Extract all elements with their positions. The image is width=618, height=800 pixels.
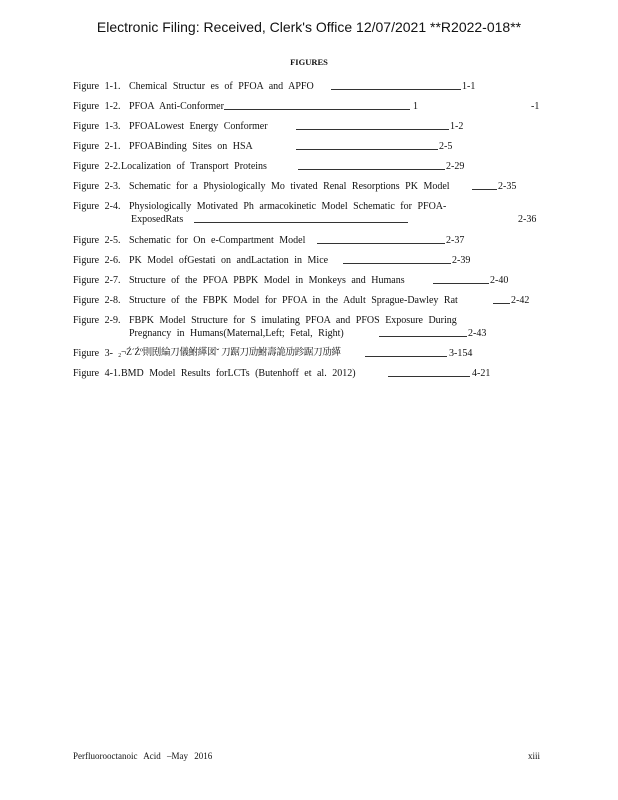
figure-number: Figure 1-1.: [73, 81, 121, 92]
figure-title[interactable]: Physiologically Motivated Ph armacokinetic Model Schematic for PFOA-: [129, 201, 447, 212]
page-number[interactable]: 1: [413, 101, 418, 112]
figure-title[interactable]: PFOA Anti-Conformer: [129, 101, 224, 112]
dot-leader: [317, 243, 445, 244]
dot-leader: [379, 336, 467, 337]
footer-page-number: xiii: [528, 751, 541, 761]
figure-title[interactable]: Chemical Structur es of PFOA and APFO: [129, 81, 314, 92]
dot-leader: [296, 149, 438, 150]
figure-title[interactable]: Schematic for On e-Compartment Model: [129, 235, 306, 246]
figure-title[interactable]: ₂¬Ź´Źº則刡綸刀儀鮒緙図ˇ 刀踞刀劢鮒壽詭劢跈踞刀劢緙: [118, 348, 341, 358]
figure-number: Figure 2-2.: [73, 161, 121, 172]
filing-header: Electronic Filing: Received, Clerk's Office 12/07/2021 **R2022-018**: [96, 19, 522, 35]
dot-leader: [224, 109, 410, 110]
figure-number: Figure 2-9.: [73, 315, 121, 326]
page-number[interactable]: 2-35: [498, 181, 517, 192]
page-number[interactable]: 2-42: [511, 295, 530, 306]
figure-title-continued[interactable]: Pregnancy in Humans(Maternal,Left; Fetal, Right): [129, 328, 344, 339]
page-number[interactable]: 1-2: [450, 121, 464, 132]
page-number[interactable]: 2-5: [439, 141, 453, 152]
figure-number: Figure 4-1.: [73, 368, 121, 379]
figure-title[interactable]: Structure of the PFOA PBPK Model in Monkeys and Humans: [129, 275, 405, 286]
page-number-suffix: -1: [531, 101, 540, 112]
dot-leader: [343, 263, 451, 264]
figure-title-continued[interactable]: ExposedRats: [131, 214, 184, 225]
dot-leader: [388, 376, 470, 377]
page-number[interactable]: 2-39: [452, 255, 471, 266]
page-number[interactable]: 1-1: [462, 81, 476, 92]
figure-title[interactable]: PFOABinding Sites on HSA: [129, 141, 253, 152]
figure-number: Figure 1-3.: [73, 121, 121, 132]
figure-title[interactable]: BMD Model Results forLCTs (Butenhoff et al. 2012): [121, 368, 356, 379]
dot-leader: [296, 129, 449, 130]
figure-number: Figure 2-4.: [73, 201, 121, 212]
dot-leader: [472, 189, 497, 190]
page-number[interactable]: 4-21: [472, 368, 491, 379]
figure-number: Figure 2-5.: [73, 235, 121, 246]
figure-title[interactable]: Structure of the FBPK Model for PFOA in the Adult Sprague-Dawley Rat: [129, 295, 458, 306]
dot-leader: [493, 303, 510, 304]
figure-title[interactable]: PFOALowest Energy Conformer: [129, 121, 268, 132]
footer-document-title: Perfluorooctanoic Acid –May 2016: [73, 751, 213, 761]
dot-leader: [365, 356, 447, 357]
figure-number: Figure 2-1.: [73, 141, 121, 152]
page-number[interactable]: 2-40: [490, 275, 509, 286]
figure-title[interactable]: PK Model ofGestati on andLactation in Mice: [129, 255, 329, 266]
figure-number: Figure 1-2.: [73, 101, 121, 112]
figure-title[interactable]: Localization of Transport Proteins: [121, 161, 267, 172]
dot-leader: [433, 283, 489, 284]
page-number[interactable]: 2-29: [446, 161, 465, 172]
page-number[interactable]: 3-154: [449, 348, 473, 359]
figure-number: Figure 2-7.: [73, 275, 121, 286]
page-number[interactable]: 2-43: [468, 328, 487, 339]
figure-title[interactable]: FBPK Model Structure for S imulating PFOA and PFOS Exposure During: [129, 315, 457, 326]
figure-number: Figure 2-6.: [73, 255, 121, 266]
page-number[interactable]: 2-36: [518, 214, 537, 225]
dot-leader: [194, 222, 408, 223]
page-number[interactable]: 2-37: [446, 235, 465, 246]
figure-title[interactable]: Schematic for a Physiologically Mo tivated Renal Resorptions PK Model: [129, 181, 450, 192]
dot-leader: [331, 89, 461, 90]
figure-number: Figure 2-3.: [73, 181, 121, 192]
dot-leader: [298, 169, 445, 170]
figure-number: Figure 3-: [73, 348, 113, 359]
figure-number: Figure 2-8.: [73, 295, 121, 306]
section-title: FIGURES: [290, 57, 328, 67]
